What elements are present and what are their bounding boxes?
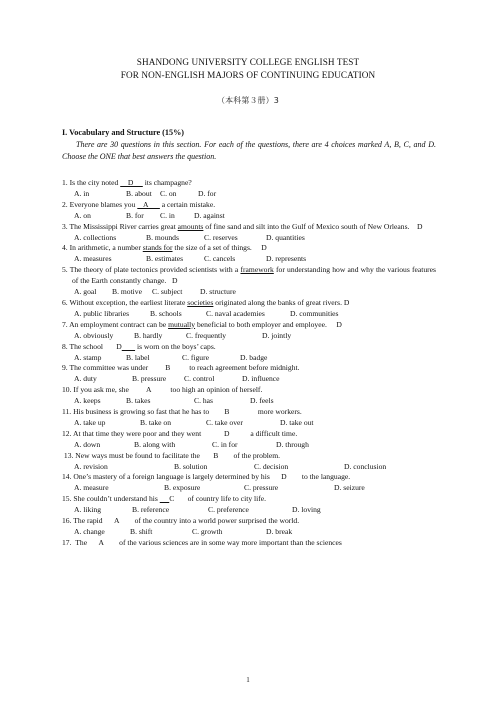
question-pre: 4. In arithmetic, a number: [62, 243, 143, 253]
question-6: [62, 298, 436, 309]
question-blank: [122, 342, 135, 351]
question-11: [62, 407, 436, 418]
answer-option: B. schools: [150, 308, 182, 318]
answer-option: C. subject: [152, 287, 183, 297]
answer-option: D. conclusion: [344, 461, 387, 471]
question-post: beneficial to both employer and employee. D: [195, 319, 342, 329]
answer-option: B. for: [126, 210, 144, 220]
answer-option: C. growth: [192, 527, 223, 536]
answer-option: C. reserves: [204, 232, 238, 242]
question-12: [62, 429, 436, 440]
answer-option: D. against: [194, 210, 225, 220]
question-14: [62, 472, 436, 483]
question-16: [62, 516, 436, 527]
question-post: for understanding how and why the various features of the Earth constantly change. D: [72, 265, 436, 286]
question-pre: 7. An employment contract can be: [62, 319, 169, 329]
answer-options: [62, 396, 436, 407]
answer-option: B. shift: [130, 527, 153, 536]
answer-option: C. in for: [212, 439, 238, 449]
answer-option: B. hardly: [134, 330, 163, 340]
question-pre: 15. She couldn’t understand his: [62, 494, 160, 504]
question-pre: 5. The theory of plate tectonics provided scientists with a: [62, 265, 241, 275]
answer-option: D. jointly: [262, 330, 292, 340]
question-17: [62, 538, 436, 549]
answer-option: D. loving: [292, 505, 321, 515]
question-blank: A: [137, 199, 160, 209]
answer-option: C. cancels: [204, 254, 236, 264]
answer-option: D. badge: [240, 352, 268, 362]
answer-option: B. motive: [112, 287, 142, 297]
question-pre: 13. New ways must be found to facilitate the B of the problem.: [62, 450, 281, 460]
answer-option: B. along with: [134, 439, 176, 449]
test-title: SHANDONG UNIVERSITY COLLEGE ENGLISH TEST: [136, 57, 360, 67]
answer-options: [62, 189, 436, 200]
question-1: [62, 178, 436, 189]
question-und: framework: [240, 265, 274, 275]
answer-option: A. obviously: [74, 330, 114, 340]
section-instructions: There are 30 questions in this section. For each of the questions, there are 4 choices marked A, B, C, and D. Choose the ONE that best answers the question.: [62, 140, 436, 162]
question-7: [62, 320, 436, 331]
answer-option: A. revision: [74, 461, 108, 471]
answer-options: [62, 331, 436, 342]
answer-option: D. seizure: [334, 483, 365, 493]
question-pre: 9. The committee was under B to reach agreement before midnight.: [62, 363, 300, 373]
answer-option: A. stamp: [74, 352, 102, 362]
question-pre: 16. The rapid A of the country into a world power surprised the world.: [62, 516, 300, 526]
question-blank: [160, 494, 170, 503]
answer-option: A. change: [74, 527, 105, 536]
question-2: [62, 200, 436, 211]
answer-option: C. frequently: [186, 330, 227, 340]
answer-options: [62, 287, 436, 298]
answer-option: D. break: [266, 527, 293, 536]
answer-option: C. has: [194, 396, 213, 406]
answer-option: A. collections: [74, 232, 117, 242]
answer-option: A. public libraries: [74, 308, 130, 318]
question-pre: 12. At that time they were poor and they went D a difficult time.: [62, 428, 298, 438]
answer-option: C. preference: [208, 505, 249, 515]
question-post: its champagne?: [142, 178, 192, 187]
answer-option: C. on: [160, 188, 177, 198]
answer-options: [62, 254, 436, 265]
question-pre: 11. His business is growing so fast that he has to B more workers.: [62, 407, 302, 417]
question-post: of fine sand and silt into the Gulf of Mexico south of New Orleans. D: [203, 221, 423, 231]
answer-option: A. duty: [74, 374, 97, 384]
answer-options: [62, 309, 436, 320]
question-8: [62, 342, 436, 353]
answer-option: B. pressure: [132, 374, 167, 384]
question-und: societies: [187, 297, 214, 307]
answer-option: B. take on: [140, 417, 172, 427]
question-5: [62, 265, 436, 287]
answer-options: [62, 483, 436, 494]
question-list: [62, 178, 436, 549]
answer-options: [62, 353, 436, 364]
question-3: [62, 222, 436, 233]
answer-option: C. pressure: [244, 483, 279, 493]
answer-option: B. mounds: [146, 232, 179, 242]
answer-option: D. for: [198, 188, 217, 198]
answer-option: A. in: [74, 188, 90, 198]
question-pre: 14. One’s mastery of a foreign language is largely determined by his D to the language.: [62, 472, 351, 482]
answer-options: [62, 462, 436, 473]
answer-option: D. take out: [280, 417, 314, 427]
answer-option: B. estimates: [146, 254, 184, 264]
question-post: is worn on the boys’ caps.: [135, 341, 216, 351]
answer-option: D. influence: [242, 374, 280, 384]
answer-option: A. measures: [74, 254, 112, 264]
answer-option: D. represents: [266, 254, 307, 264]
question-pre: 1. Is the city noted: [62, 178, 121, 187]
answer-option: A. keeps: [74, 396, 101, 406]
answer-option: C. decision: [254, 461, 289, 471]
question-post: a certain mistake.: [159, 199, 216, 209]
answer-option: B. reference: [132, 505, 170, 515]
answer-option: A. take up: [74, 417, 106, 427]
answer-option: A. down: [74, 439, 101, 449]
answer-options: [62, 233, 436, 244]
question-pre: 8. The school D: [62, 341, 122, 351]
answer-option: B. solution: [174, 461, 208, 471]
answer-option: C. figure: [182, 352, 209, 362]
answer-options: [62, 211, 436, 222]
page-number: 1: [246, 676, 250, 684]
answer-option: B. takes: [126, 396, 151, 406]
question-post: C of country life to city life.: [169, 494, 267, 504]
question-15: [62, 494, 436, 505]
test-subtitle: FOR NON-ENGLISH MAJORS OF CONTINUING EDUCATION: [120, 70, 376, 80]
question-post: originated along the banks of great rivers. D: [213, 297, 350, 307]
question-pre: 6. Without exception, the earliest literate: [62, 297, 188, 307]
answer-option: D. communities: [290, 308, 339, 318]
question-und: amounts: [177, 221, 204, 231]
answer-option: A. measure: [74, 483, 109, 493]
answer-option: B. about: [126, 188, 152, 198]
question-pre: 10. If you ask me, she A too high an opinion of herself.: [62, 385, 263, 395]
question-pre: 17. The A of the various sciences are in some way more important than the sciences: [62, 537, 342, 547]
answer-options: [62, 374, 436, 385]
answer-option: A. on: [74, 210, 91, 220]
answer-option: C. take over: [206, 417, 243, 427]
question-pre: 3. The Mississippi River carries great: [62, 221, 178, 231]
answer-option: B. exposure: [164, 483, 201, 493]
answer-option: C. in: [160, 210, 175, 220]
question-4: [62, 243, 436, 254]
answer-option: C. naval academies: [206, 308, 265, 318]
answer-option: D. through: [276, 439, 309, 449]
question-post: the size of a set of things. D: [172, 243, 267, 253]
question-pre: 2. Everyone blames you: [62, 199, 138, 209]
question-10: [62, 385, 436, 396]
question-13: [62, 451, 436, 462]
answer-option: C. control: [184, 374, 215, 384]
answer-options: [62, 418, 436, 429]
question-blank: D: [120, 178, 143, 187]
question-9: [62, 363, 436, 374]
answer-option: D. feels: [250, 396, 274, 406]
section-heading: I. Vocabulary and Structure (15%): [62, 128, 184, 137]
answer-options: [62, 527, 436, 538]
answer-options: [62, 505, 436, 516]
answer-option: A. liking: [74, 505, 102, 515]
question-und: stands for: [142, 243, 173, 253]
answer-option: D. structure: [200, 287, 236, 297]
question-und: mutually: [168, 319, 196, 329]
answer-options: [62, 440, 436, 451]
answer-option: A. goal: [74, 287, 97, 297]
answer-option: D. quantities: [266, 232, 305, 242]
answer-option: B. label: [126, 352, 150, 362]
volume-label: （本科第３册）3: [217, 96, 279, 105]
